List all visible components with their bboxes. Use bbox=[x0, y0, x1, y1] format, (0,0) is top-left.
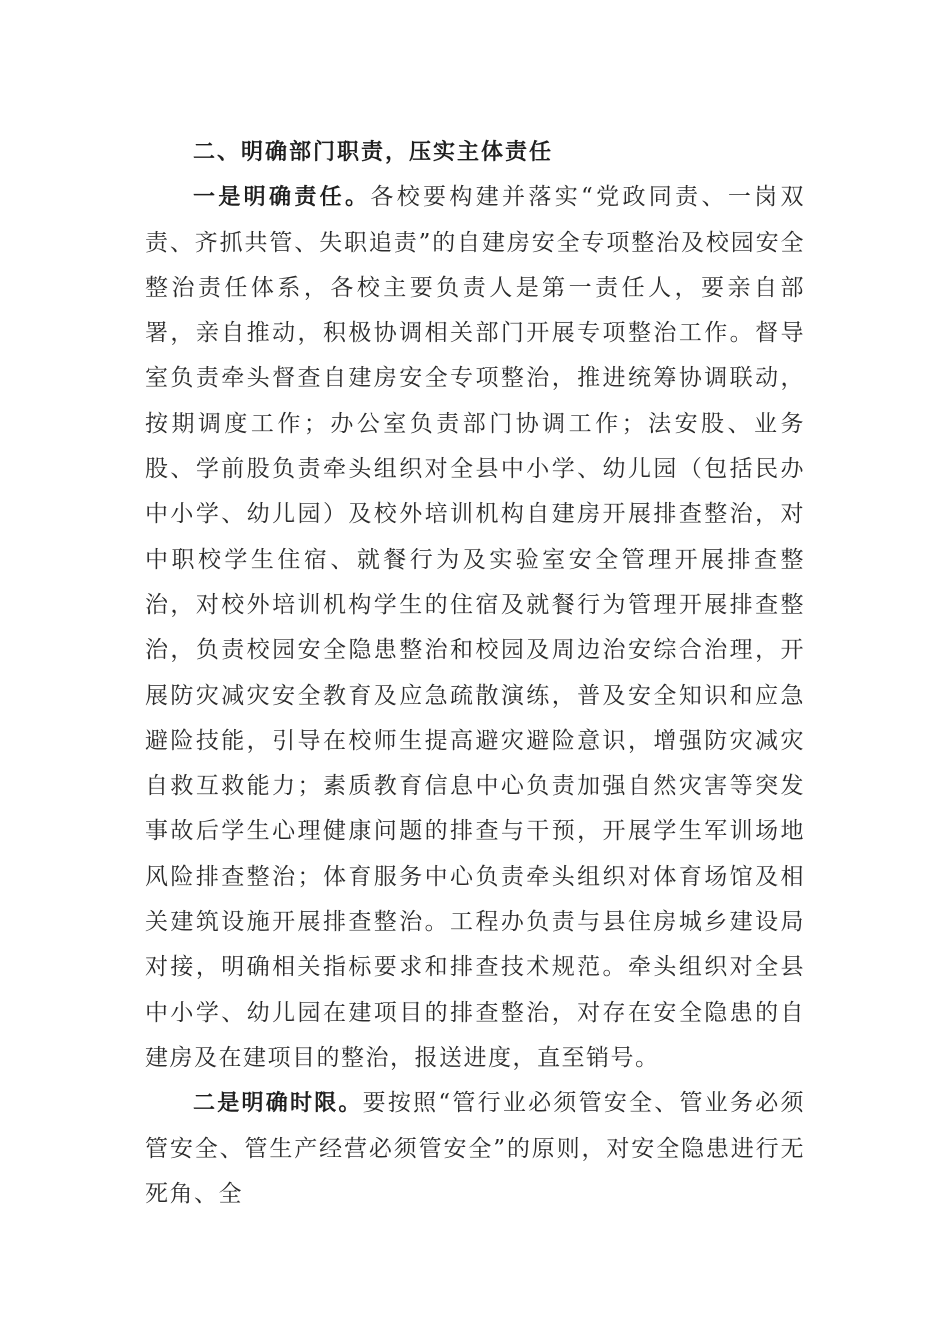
paragraph-responsibility bbox=[145, 175, 805, 1081]
paragraph-text-responsibility: 各校要构建并落实“党政同责、一岗双责、齐抓共管、失职追责”的自建房安全专项整治及校园安全整治责任体系，各校主要负责人是第一责任人，要亲自部署，亲自推动，积极协调相关部门开展专项整治工作。督导室负责牵头督查自建房安全专项整治，推进统筹协调联动，按期调度工作；办公室负责部门协调工作；法安股、业务股、学前股负责牵头组织对全县中小学、幼儿园（包括民办中小学、幼儿园）及校外培训机构自建房开展排查整治，对中职校学生住宿、就餐行为及实验室安全管理开展排查整治，对校外培训机构学生的住宿及就餐行为管理开展排查整治，负责校园安全隐患整治和校园及周边治安综合治理，开展防灾减灾安全教育及应急疏散演练，普及安全知识和应急避险技能，引导在校师生提高避灾避险意识，增强防灾减灾自救互救能力；素质教育信息中心负责加强自然灾害等突发事故后学生心理健康问题的排查与干预，开展学生军训场地风险排查整治；体育服务中心负责牵头组织对体育场馆及相关建筑设施开展排查整治。工程办负责与县住房城乡建设局对接，明确相关指标要求和排查技术规范。牵头组织对全县中小学、幼儿园在建项目的排查整治，对存在安全隐患的自建房及在建项目的整治，报送进度，直至销号。 bbox=[145, 184, 805, 1071]
document-body bbox=[145, 130, 805, 1217]
paragraph-time-limit bbox=[145, 1081, 805, 1217]
paragraph-lead-time-limit: 二是明确时限。 bbox=[193, 1091, 363, 1117]
paragraph-text-time-limit: 要按照“管行业必须管安全、管业务必须管安全、管生产经营必须管安全”的原则，对安全隐患进行无死角、全 bbox=[145, 1090, 805, 1207]
paragraph-lead-responsibility: 一是明确责任。 bbox=[193, 185, 371, 211]
section-heading: 二、明确部门职责，压实主体责任 bbox=[193, 140, 554, 165]
